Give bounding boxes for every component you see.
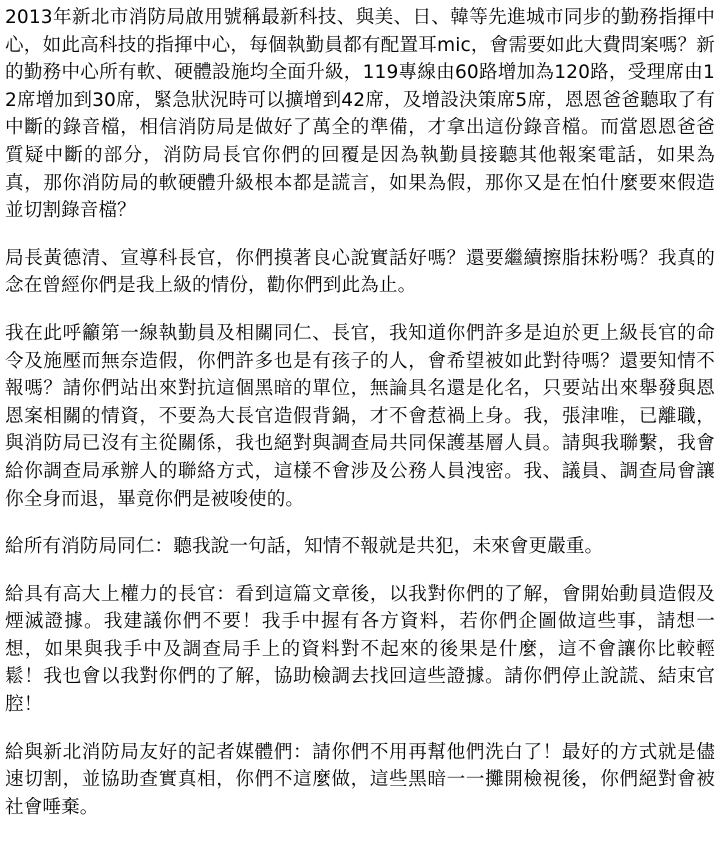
post-paragraph: 給具有高大上權力的長官：看到這篇文章後，以我對你們的了解，會開始動員造假及煙滅證據。我建議你們不要！我手中握有各方資料，若你們企圖做這些事，請想一想，如果與我手中及調查局手上的資料對不起來的後果是什麼，這不會讓你比較輕鬆！我也會以我對你們的了解，協助檢調去找回這些證據。請你們停止說謊、結束官腔！ [5, 583, 715, 716]
post-paragraph: 2013年新北市消防局啟用號稱最新科技、與美、日、韓等先進城市同步的勤務指揮中心，如此高科技的指揮中心，每個執勤員都有配置耳mic，會需要如此大費問案嗎？新的勤務中心所有軟、硬體設施均全面升級，119專線由60路增加為120路，受理席由12席增加到30席，緊急狀況時可以擴增到42席，及增設決策席5席，恩恩爸爸聽取了有中斷的錄音檔，相信消防局是做好了萬全的準備，才拿出這份錄音檔。而當恩恩爸爸質疑中斷的部分，消防局長官你們的回覆是因為執勤員接聽其他報案電話，如果為真，那你消防局的軟硬體升級根本都是謊言，如果為假，那你又是在怕什麼要來假造並切割錄音檔？ [5, 7, 715, 222]
post-paragraph: 給與新北消防局友好的記者媒體們：請你們不用再幫他們洗白了！最好的方式就是儘速切割，並協助查實真相，你們不這麼做，這些黑暗一一攤開檢視後，你們絕對會被社會唾棄。 [5, 741, 715, 818]
post-paragraph: 局長黃德清、宣導科長官，你們摸著良心說實話好嗎？還要繼續擦脂抹粉嗎？我真的念在曾經你們是我上級的情份，勸你們到此為止。 [5, 247, 715, 297]
post-paragraph: 給所有消防局同仁：聽我說一句話，知情不報就是共犯，未來會更嚴重。 [5, 536, 604, 558]
post-body [5, 4, 715, 841]
post-paragraph: 我在此呼籲第一線執勤員及相關同仁、長官，我知道你們許多是迫於更上級長官的命令及施壓而無奈造假，你們許多也是有孩子的人，會希望被如此對待嗎？還要知情不報嗎？請你們站出來對抗這個黑暗的單位，無論具名還是化名，只要站出來舉發與恩恩案相關的情資，不要為大長官造假背鍋，才不會惹禍上身。我，張津唯，已離職，與消防局已沒有主從關係，我也絕對與調查局共同保護基層人員。請與我聯繫，我會給你調查局承辦人的聯絡方式，這樣不會涉及公務人員洩密。我、議員、調查局會讓你全身而退，畢竟你們是被唆使的。 [5, 322, 715, 510]
